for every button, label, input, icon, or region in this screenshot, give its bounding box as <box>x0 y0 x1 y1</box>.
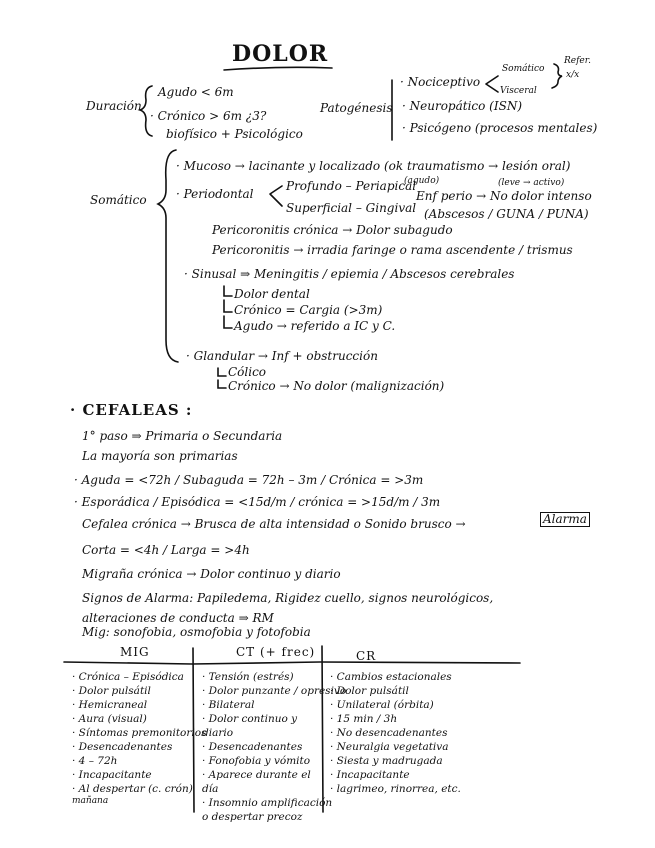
list-item: diario <box>202 727 234 739</box>
cefaleas-alteraciones: alteraciones de conducta ⇒ RM <box>82 611 274 625</box>
somatico-mucoso: · Mucoso → lacinante y localizado (ok traumatismo → lesión oral) <box>176 159 571 173</box>
somatico-sinusal: · Sinusal ⇒ Meningitis / epiemia / Abscesos cerebrales <box>184 267 515 281</box>
somatico-dolor-dental: Dolor dental <box>234 287 310 301</box>
list-item: · Incapacitante <box>72 769 152 781</box>
list-item: · Incapacitante <box>330 769 410 781</box>
patogenesis-somatico: Somático <box>502 64 545 74</box>
patogenesis-visceral: Visceral <box>500 86 537 96</box>
somatico-glandular-cronico: Crónico → No dolor (malignización) <box>228 379 445 393</box>
list-item: · Fonofobia y vómito <box>202 755 311 767</box>
list-item: · Al despertar (c. crón) <box>72 783 193 795</box>
table-header-cr: CR <box>356 649 377 663</box>
patogenesis-neuropatico: · Neuropático (ISN) <box>402 99 522 113</box>
cefaleas-heading: · CEFALEAS : <box>70 401 193 419</box>
list-item: · Síntomas premonitorios <box>72 727 207 739</box>
list-item: · Unilateral (órbita) <box>330 699 434 711</box>
list-item: · Dolor pulsátil <box>330 685 409 697</box>
somatico-sinusal-cronico: Crónico = Cargia (>3m) <box>234 303 383 317</box>
somatico-enf-perio: Enf perio → No dolor intenso <box>416 189 592 203</box>
list-item: mañana <box>72 796 109 806</box>
cefaleas-corta: Corta = <4h / Larga = >4h <box>82 543 250 557</box>
cefaleas-aguda: · Aguda = <72h / Subaguda = 72h – 3m / Crónica = >3m <box>74 473 424 487</box>
table-col-ct <box>202 670 346 824</box>
somatico-label: Somático <box>90 193 147 207</box>
list-item: · Aura (visual) <box>72 713 147 725</box>
somatico-agudo-tag: (agudo) <box>404 176 440 186</box>
cefaleas-esporadica: · Esporádica / Episódica = <15d/m / crónica = >15d/m / 3m <box>74 495 441 509</box>
duracion-label: Duración <box>86 99 142 113</box>
cefaleas-signos: Signos de Alarma: Papiledema, Rigidez cuello, signos neurológicos, <box>82 591 494 605</box>
patogenesis-xyx: x/x <box>566 70 580 80</box>
table-col-cr <box>330 670 461 796</box>
list-item: · 15 min / 3h <box>330 713 398 725</box>
table-header-ct: CT (+ frec) <box>236 645 316 659</box>
list-item: · Crónica – Episódica <box>72 671 184 683</box>
patogenesis-label: Patogénesis <box>320 101 393 115</box>
cefaleas-paso: 1° paso ⇒ Primaria o Secundaria <box>82 429 283 443</box>
list-item: · Hemicraneal <box>72 699 148 711</box>
list-item: · Siesta y madrugada <box>330 755 443 767</box>
cefaleas-mayoria: La mayoría son primarias <box>82 449 238 463</box>
list-item: · No desencadenantes <box>330 727 448 739</box>
somatico-superficial: Superficial – Gingival <box>286 201 417 215</box>
list-item: día <box>202 783 219 795</box>
alarma-box: Alarma <box>540 512 590 527</box>
list-item: o despertar precoz <box>202 811 303 823</box>
somatico-profundo: Profundo – Periapical <box>286 179 417 193</box>
list-item: · Bilateral <box>202 699 255 711</box>
list-item: · 4 – 72h <box>72 755 118 767</box>
somatico-pericoronitis-cronica: Pericoronitis crónica → Dolor subagudo <box>212 223 453 237</box>
somatico-glandular: · Glandular → Inf + obstrucción <box>186 349 378 363</box>
somatico-colico: Cólico <box>228 365 267 379</box>
table-col-mig <box>72 670 206 806</box>
table-header-mig: MIG <box>120 645 150 659</box>
list-item: · Neuralgia vegetativa <box>330 741 449 753</box>
list-item: · lagrimeo, rinorrea, etc. <box>330 783 461 795</box>
somatico-tag-right: (leve → activo) <box>498 178 565 188</box>
list-item: · Desencadenantes <box>72 741 173 753</box>
somatico-abscesos: (Abscesos / GUNA / PUNA) <box>424 207 589 221</box>
list-item: · Insomnio amplificación <box>202 797 333 809</box>
duracion-biofisico: biofísico + Psicológico <box>166 127 303 141</box>
patogenesis-refer: Refer. <box>564 56 591 66</box>
somatico-sinusal-agudo: Agudo → referido a IC y C. <box>234 319 396 333</box>
list-item: · Tensión (estrés) <box>202 671 294 683</box>
somatico-pericoronitis: Pericoronitis → irradia faringe o rama ascendente / trismus <box>212 243 573 257</box>
duracion-cronico: · Crónico > 6m ¿3? <box>150 109 267 123</box>
cefaleas-migrana: Migraña crónica → Dolor continuo y diario <box>82 567 341 581</box>
somatico-periodontal: · Periodontal <box>176 187 254 201</box>
list-item: · Aparece durante el <box>202 769 311 781</box>
list-item: · Desencadenantes <box>202 741 303 753</box>
duracion-agudo: Agudo < 6m <box>158 85 234 99</box>
list-item: · Dolor punzante / opresivo <box>202 685 347 697</box>
patogenesis-psicogeno: · Psicógeno (procesos mentales) <box>402 121 598 135</box>
page-title: DOLOR <box>232 41 329 67</box>
cefaleas-cefalea-cronica: Cefalea crónica → Brusca de alta intensidad o Sonido brusco → <box>82 517 466 531</box>
list-item: · Dolor continuo y <box>202 713 298 725</box>
cefaleas-mig: Mig: sonofobia, osmofobia y fotofobia <box>82 625 311 639</box>
list-item: · Cambios estacionales <box>330 671 452 683</box>
patogenesis-nociceptivo: · Nociceptivo <box>400 75 481 89</box>
list-item: · Dolor pulsátil <box>72 685 151 697</box>
